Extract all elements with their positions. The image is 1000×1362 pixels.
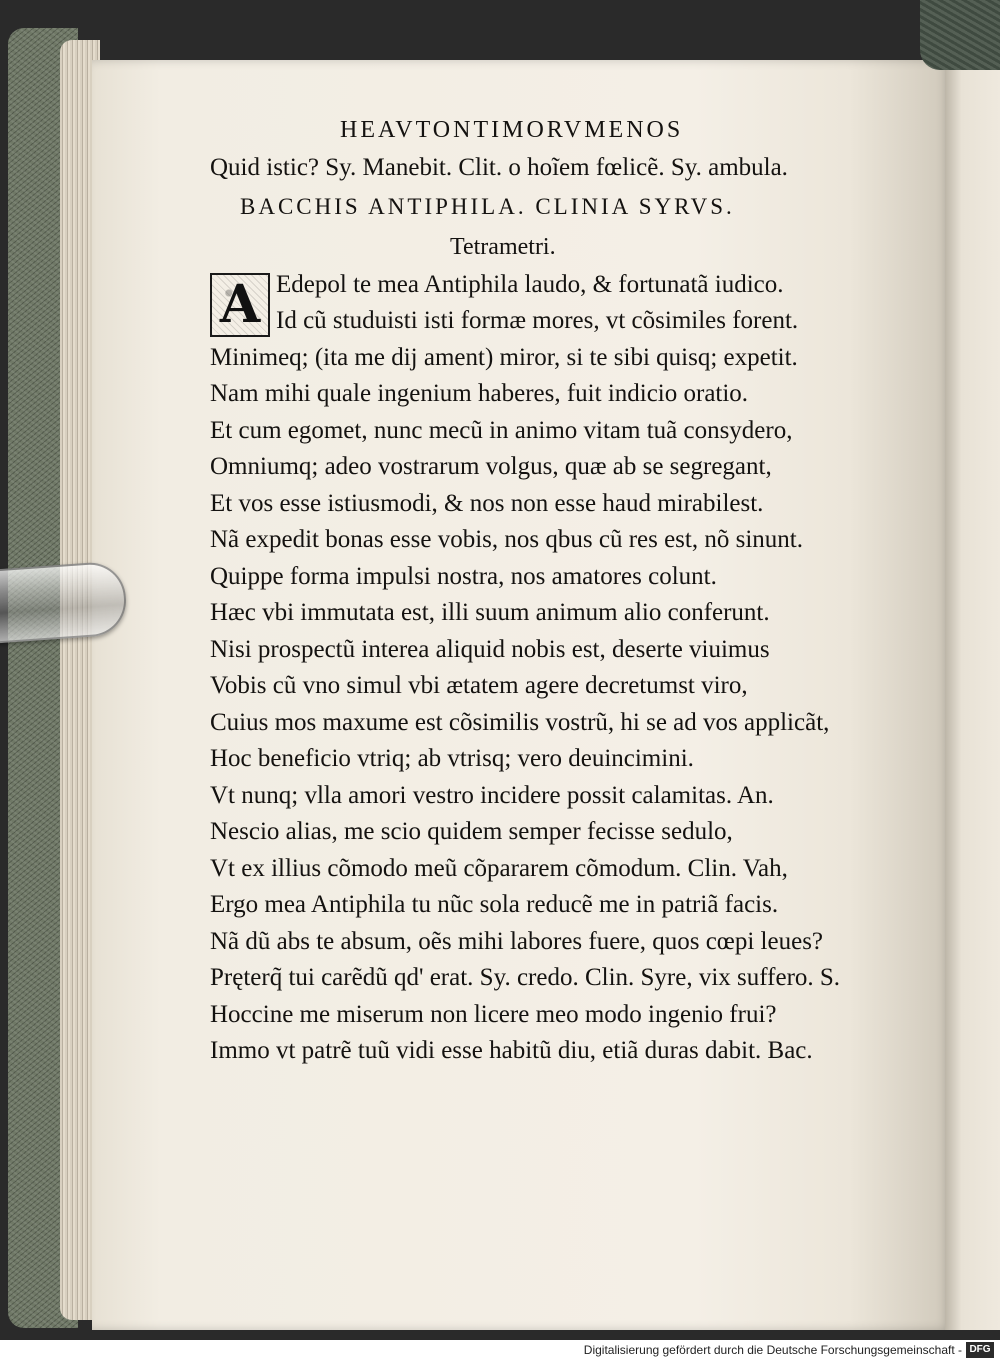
text-line: Et vos esse istiusmodi, & nos non esse haud mirabilest. (210, 489, 764, 517)
book-cover-right (920, 0, 1000, 70)
text-line: Hoccine me miserum non licere meo modo ingenio frui? (210, 1000, 777, 1028)
text-line: Et cum egomet, nunc mecũ in animo vitam tuã consydero, (210, 416, 793, 444)
text-line: Nam mihi quale ingenium haberes, fuit indicio oratio. (210, 380, 749, 407)
text-line: Nã expedit bonas esse vobis, nos qbus cũ res est, nõ sinunt. (210, 526, 803, 553)
text-line: Id cũ studuisti isti formæ mores, vt cõsimiles forent. (276, 307, 799, 334)
footer-bar (0, 1340, 1000, 1362)
text-line: Vt nunq; vlla amori vestro incidere possit calamitas. An. (210, 781, 774, 809)
text-line: Hæc vbi immutata est, illi suum animum alio conferunt. (210, 599, 770, 626)
opening-lines (210, 267, 910, 340)
page-text (210, 110, 910, 1070)
text-line: Quid istic? Sy. Manebit. Clit. o hoĩem fœlicẽ. Sy. ambula. (210, 154, 788, 181)
footer-credit: Digitalisierung gefördert durch die Deutsche Forschungsgemeinschaft - (583, 1343, 962, 1357)
text-line: Nescio alias, me scio quidem semper fecisse sedulo, (210, 818, 733, 845)
text-line: Nisi prospectũ interea aliquid nobis est, deserte viuimus (210, 635, 770, 663)
text-line: Vobis cũ vno simul vbi ætatem agere decretumst viro, (210, 672, 748, 699)
text-line: Minimeq; (ita me dij ament) miror, si te sibi quisq; expetit. (210, 343, 798, 371)
text-line: Nã dũ abs te absum, oẽs mihi labores fuere, quos cœpi leues? (210, 927, 824, 955)
text-line: Ergo mea Antiphila tu nũc sola reducẽ me in patriã facis. (210, 891, 779, 918)
text-line: Hoc beneficio vtriq; ab vtrisq; vero deuincimini. (210, 745, 694, 772)
text-line: Omniumq; adeo vostrarum volgus, quæ ab se segregant, (210, 453, 772, 480)
text-line: Cuius mos maxume est cõsimilis vostrũ, hi se ad vos applicãt, (210, 708, 830, 736)
text-line: Vt ex illius cõmodo meũ cõpararem cõmodum. Clin. Vah, (210, 854, 788, 882)
text-line: Pręterq̃ tui carẽdũ qd' erat. Sy. credo. Clin. Syre, vix suffero. S. (210, 964, 841, 991)
glass-page-weight (0, 560, 128, 643)
running-head: HEAVTONTIMORVMENOS (340, 117, 684, 143)
meter-heading: Tetrametri. (450, 233, 556, 260)
dfg-logo: DFG (966, 1342, 994, 1358)
verse-lines (210, 340, 910, 1070)
text-line: Edepol te mea Antiphila laudo, & fortunatã iudico. (276, 270, 784, 298)
facing-page-edge (945, 60, 1000, 1330)
text-line: Quippe forma impulsi nostra, nos amatores colunt. (210, 562, 717, 590)
speaker-heading: BACCHIS ANTIPHILA. CLINIA SYRVS. (240, 193, 735, 219)
text-line: Immo vt patrẽ tuũ vidi esse habitũ diu, etiã duras dabit. Bac. (210, 1037, 813, 1064)
decorated-initial: A (210, 273, 270, 337)
